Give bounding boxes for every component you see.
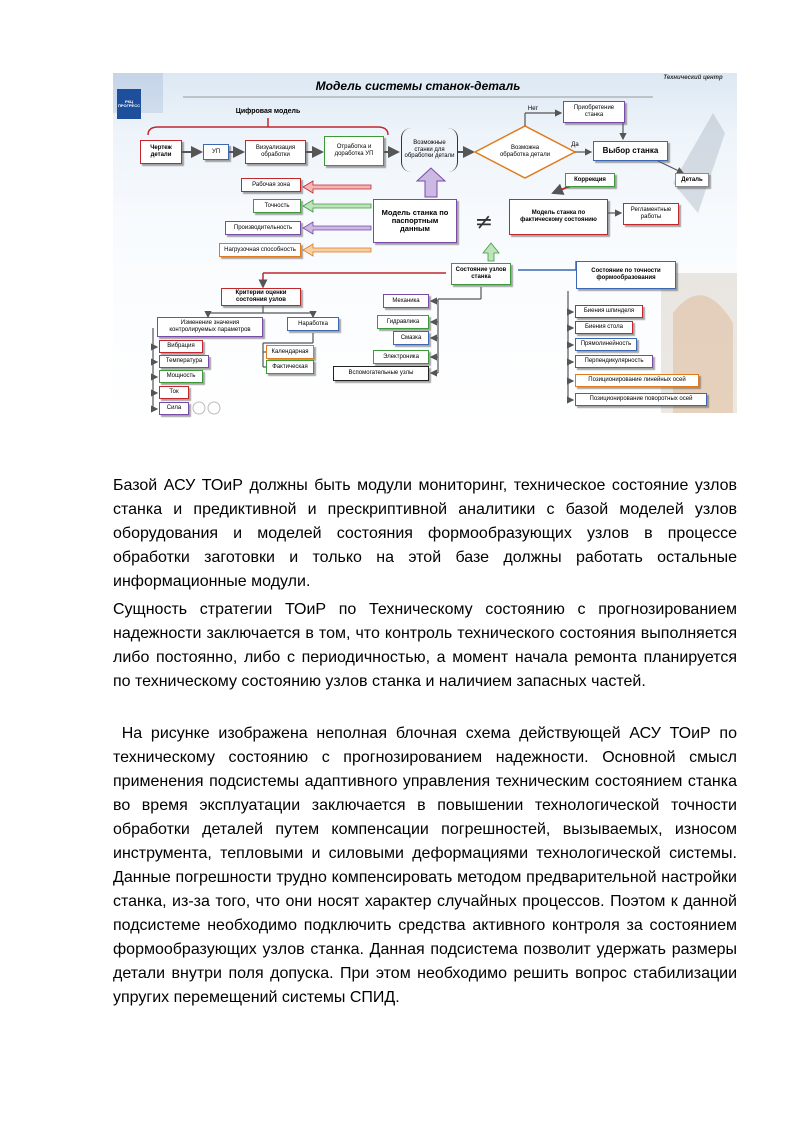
productivity-block: Производительность [225,221,301,235]
no-label: Нет [527,105,539,112]
part-block: Деталь [675,173,709,187]
yes-label: Да [571,141,579,148]
machine-choice-block: Выбор станка [593,141,668,161]
load-capacity-block: Нагрузочная способность [219,243,301,257]
calendar-block: Календарная [266,345,314,359]
visualization-block: Визуализация обработки [245,140,306,164]
criteria-block: Критерии оценки состояния узлов [221,288,301,306]
paragraph-2: Сущность стратегии ТОиР по Техническому состоянию с прогнозированием надежности заключается в том, что контроль технического состояния выполняется либо постоянно, либо с периодичностью, а момент начала ремонта планируется по техническому состоянию узлов станка и наличием запасных частей. [113,601,737,690]
temperature-block: Температура [159,355,209,368]
figure-title: Модель системы станок-деталь [315,79,521,94]
company-logo: РКЦ ПРОГРЕСС [117,89,141,119]
drawing-block: Чертеж детали [140,140,182,164]
mechanics-block: Механика [383,294,429,308]
work-zone-block: Рабочая зона [241,178,301,192]
vibration-block: Вибрация [159,340,203,353]
operating-time-block: Наработка [287,317,339,331]
perpendicularity-block: Перпендикулярность [575,355,653,368]
correction-block: Коррекция [565,173,615,187]
actual-time-block: Фактическая [266,360,314,374]
svg-text:≠: ≠ [474,210,494,235]
auxiliary-block: Вспомогательные узлы [333,366,429,381]
system-model-figure [113,73,737,420]
actual-model-block: Модель станка по фактическому состоянию [509,199,608,235]
passport-model-block: Модель станка по паспортным данным [373,199,457,243]
straightness-block: Прямолинейность [575,338,637,351]
table-runout-block: Биения стола [575,321,633,334]
param-change-block: Изменение значения контролируемых параметров [157,317,263,337]
paragraph-1: Базой АСУ ТОиР должны быть модули мониторинг, техническое состояние узлов станка и предиктивной и прескриптивной аналитики с базой моделей узлов оборудования и моделей состояния формообразующих узлов в процессе обработки заготовки и только на этой базе должны работать остальные информационные модули. [113,477,737,590]
up-block: УП [203,144,229,160]
node-state-block: Состояние узлов станка [451,263,511,285]
linear-positioning-block: Позиционирование линейных осей [575,374,699,387]
rotary-positioning-block: Позиционирование поворотных осей [575,393,707,406]
spindle-runout-block: Биения шпинделя [575,305,643,318]
forming-accuracy-block: Состояние по точности формообразования [576,261,676,289]
paragraph-3: На рисунке изображена неполная блочная схема действующей АСУ ТОиР по техническому состоянию с прогнозированием надежности. Основной смысл применения подсистемы адаптивного управления техническим состоянием станка во время эксплуатации заключается в повышении технологической точности обработки деталей путем компенсации погрешностей, вызываемых, износом инструмента, тепловыми и силовыми деформациями технологической системы. Данные погрешности трудно компенсировать методом предварительной настройки станка, из-за того, что они носят характер случайных процессов. Поэтом к данной подсистеме необходимо подключить средства активного контроля за состоянием формообразующих узлов станка. Данная подсистема позволит удержать размеры детали внутри поля допуска. При этом необходимо решить вопрос стабилизации упругих перемещений системы СПИД. [113,725,742,1006]
current-block: Ток [159,386,189,399]
debug-block: Отработка и доработка УП [324,136,384,166]
force-block: Сила [159,402,189,415]
corner-label: Технический центр [663,74,723,81]
accuracy-block: Точность [253,199,301,213]
lubrication-block: Смазка [393,331,429,345]
possible-machines-block: Возможные станки для обработки детали [401,128,458,172]
possible-processing-block: Возможна обработка детали [499,145,551,158]
digital-model-label: Цифровая модель [235,108,301,116]
hydraulics-block: Гидравлика [377,315,429,329]
acquisition-block: Приобретение станка [563,101,625,123]
electronics-block: Электроника [373,350,429,364]
power-block: Мощность [159,370,203,383]
rocket-icon [673,113,725,213]
repair-block: Регламентные работы [623,203,679,225]
